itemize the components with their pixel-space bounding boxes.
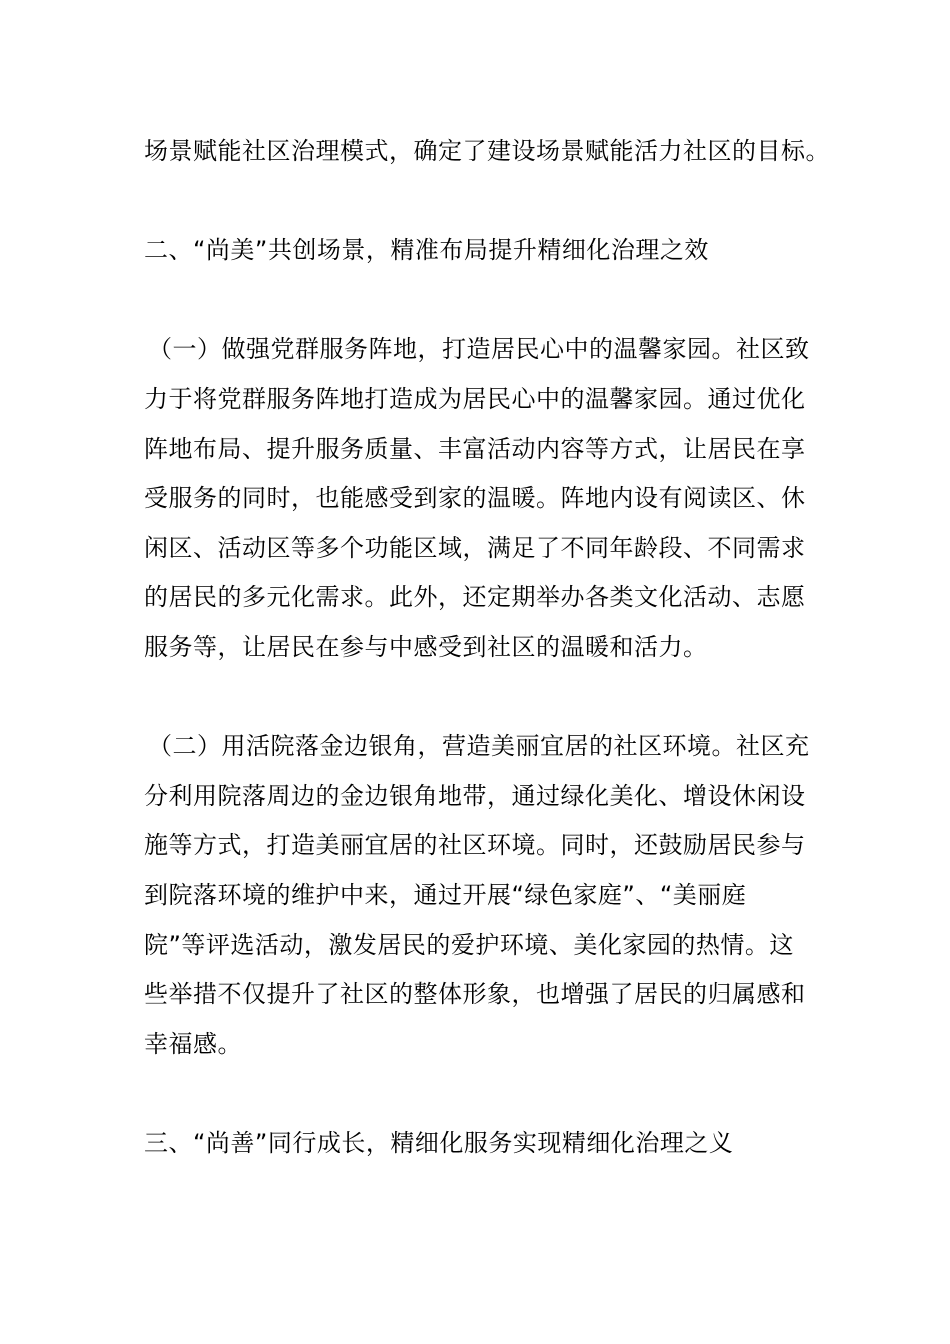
paragraph-line: 力于将党群服务阵地打造成为居民心中的温馨家园。通过优化 xyxy=(144,384,806,413)
paragraph-line: 的居民的多元化需求。此外，还定期举办各类文化活动、志愿 xyxy=(144,583,806,612)
paragraph-line: 场景赋能社区治理模式，确定了建设场景赋能活力社区的目标。 xyxy=(144,137,830,165)
paragraph-line: 到院落环境的维护中来，通过开展“绿色家庭”、“美丽庭 xyxy=(144,880,747,909)
paragraph-line: 施等方式，打造美丽宜居的社区环境。同时，还鼓励居民参与 xyxy=(144,831,806,860)
paragraph-spacer xyxy=(144,177,806,227)
paragraph-line: （一）做强党群服务阵地，打造居民心中的温馨家园。社区致 xyxy=(148,335,810,364)
paragraph-line: （二）用活院落金边银角，营造美丽宜居的社区环境。社区充 xyxy=(148,732,810,761)
paragraph-spacer xyxy=(144,276,806,326)
paragraph-line: 分利用院落周边的金边银角地带，通过绿化美化、增设休闲设 xyxy=(144,781,806,810)
section-heading-3: 三、“尚善”同行成长，精细化服务实现精细化治理之义 xyxy=(144,1128,734,1157)
paragraph-line: 服务等，让居民在参与中感受到社区的温暖和活力。 xyxy=(144,632,708,661)
paragraph-line: 闲区、活动区等多个功能区域，满足了不同年龄段、不同需求 xyxy=(144,533,806,562)
paragraph-spacer xyxy=(144,1069,806,1119)
paragraph-line: 些举措不仅提升了社区的整体形象，也增强了居民的归属感和 xyxy=(144,980,806,1009)
paragraph-line: 幸福感。 xyxy=(144,1029,242,1058)
paragraph-spacer xyxy=(144,673,806,723)
paragraph-line: 院”等评选活动，激发居民的爱护环境、美化家园的热情。这 xyxy=(144,930,794,959)
document-page xyxy=(144,127,830,1168)
paragraph-line: 阵地布局、提升服务质量、丰富活动内容等方式，让居民在享 xyxy=(144,434,806,463)
section-heading-2: 二、“尚美”共创场景，精准布局提升精细化治理之效 xyxy=(144,236,709,265)
paragraph-line: 受服务的同时，也能感受到家的温暖。阵地内设有阅读区、休 xyxy=(144,484,806,513)
